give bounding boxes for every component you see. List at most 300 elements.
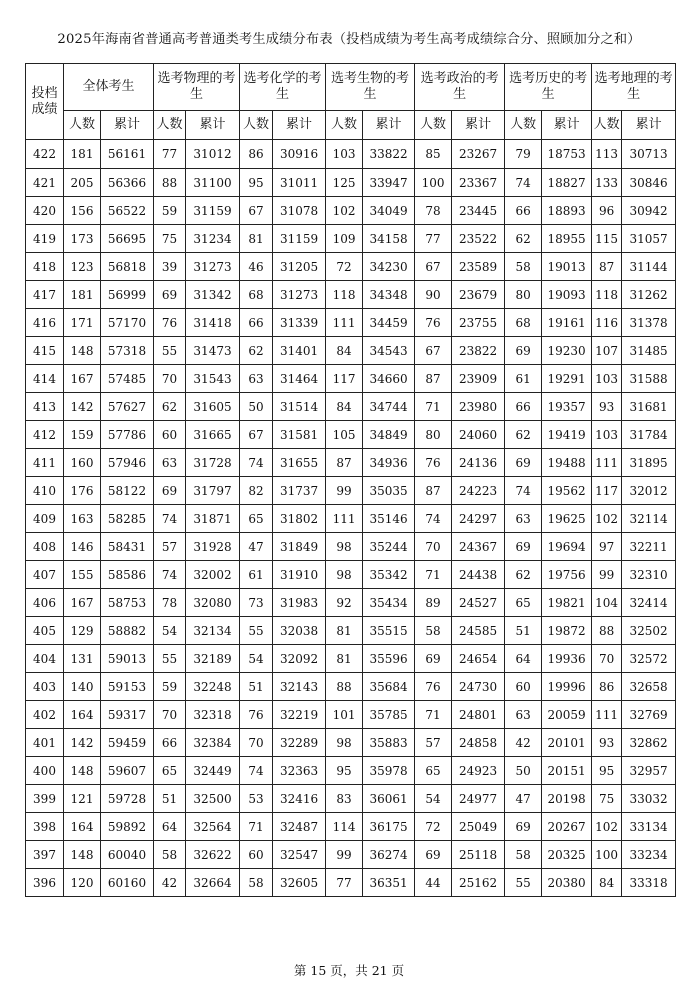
- group-header-biology: 选考生物的考生: [326, 64, 415, 111]
- subheader-cumulative: 累计: [363, 111, 415, 140]
- cumulative-cell: 32143: [273, 673, 326, 701]
- count-cell: 74: [505, 477, 542, 505]
- count-cell: 148: [64, 841, 101, 869]
- subheader-count: 人数: [415, 111, 452, 140]
- count-cell: 61: [505, 365, 542, 393]
- cumulative-cell: 19488: [542, 449, 592, 477]
- count-cell: 75: [154, 225, 186, 253]
- cumulative-cell: 24367: [452, 533, 505, 561]
- count-cell: 167: [64, 589, 101, 617]
- cumulative-cell: 24923: [452, 757, 505, 785]
- count-cell: 39: [154, 253, 186, 281]
- cumulative-cell: 31910: [273, 561, 326, 589]
- count-cell: 74: [240, 757, 273, 785]
- score-cell: 408: [26, 533, 64, 561]
- count-cell: 67: [240, 197, 273, 225]
- count-cell: 123: [64, 253, 101, 281]
- count-cell: 59: [154, 673, 186, 701]
- count-cell: 68: [240, 281, 273, 309]
- count-cell: 69: [415, 841, 452, 869]
- cumulative-cell: 24730: [452, 673, 505, 701]
- cumulative-cell: 19161: [542, 309, 592, 337]
- score-cell: 403: [26, 673, 64, 701]
- count-cell: 97: [592, 533, 622, 561]
- count-cell: 82: [240, 477, 273, 505]
- cumulative-cell: 24858: [452, 729, 505, 757]
- cumulative-cell: 31159: [186, 197, 240, 225]
- cumulative-cell: 33822: [363, 140, 415, 169]
- count-cell: 111: [326, 505, 363, 533]
- cumulative-cell: 31418: [186, 309, 240, 337]
- count-cell: 95: [326, 757, 363, 785]
- count-cell: 58: [505, 253, 542, 281]
- score-cell: 412: [26, 421, 64, 449]
- count-cell: 81: [326, 617, 363, 645]
- table-row: [26, 253, 676, 281]
- score-distribution-table: [25, 63, 676, 897]
- cumulative-cell: 32363: [273, 757, 326, 785]
- count-cell: 156: [64, 197, 101, 225]
- count-cell: 63: [505, 701, 542, 729]
- cumulative-cell: 59317: [101, 701, 154, 729]
- cumulative-cell: 32502: [622, 617, 676, 645]
- count-cell: 146: [64, 533, 101, 561]
- table-row: [26, 701, 676, 729]
- cumulative-cell: 32957: [622, 757, 676, 785]
- score-cell: 406: [26, 589, 64, 617]
- count-cell: 76: [415, 673, 452, 701]
- count-cell: 84: [326, 337, 363, 365]
- count-cell: 58: [505, 841, 542, 869]
- count-cell: 95: [592, 757, 622, 785]
- count-cell: 142: [64, 393, 101, 421]
- cumulative-cell: 23980: [452, 393, 505, 421]
- subheader-cumulative: 累计: [273, 111, 326, 140]
- count-cell: 62: [154, 393, 186, 421]
- group-header-history: 选考历史的考生: [505, 64, 592, 111]
- cumulative-cell: 59892: [101, 813, 154, 841]
- cumulative-cell: 59013: [101, 645, 154, 673]
- score-cell: 419: [26, 225, 64, 253]
- cumulative-cell: 33947: [363, 169, 415, 197]
- count-cell: 69: [505, 533, 542, 561]
- count-cell: 171: [64, 309, 101, 337]
- cumulative-cell: 20059: [542, 701, 592, 729]
- cumulative-cell: 32622: [186, 841, 240, 869]
- cumulative-cell: 31401: [273, 337, 326, 365]
- count-cell: 65: [415, 757, 452, 785]
- cumulative-cell: 57786: [101, 421, 154, 449]
- count-cell: 79: [505, 140, 542, 169]
- cumulative-cell: 30846: [622, 169, 676, 197]
- cumulative-cell: 31983: [273, 589, 326, 617]
- count-cell: 95: [240, 169, 273, 197]
- count-cell: 71: [415, 561, 452, 589]
- count-cell: 117: [592, 477, 622, 505]
- cumulative-cell: 32092: [273, 645, 326, 673]
- count-cell: 65: [154, 757, 186, 785]
- cumulative-cell: 58586: [101, 561, 154, 589]
- subheader-cumulative: 累计: [622, 111, 676, 140]
- cumulative-cell: 18753: [542, 140, 592, 169]
- cumulative-cell: 31728: [186, 449, 240, 477]
- cumulative-cell: 31078: [273, 197, 326, 225]
- count-cell: 66: [240, 309, 273, 337]
- cumulative-cell: 32211: [622, 533, 676, 561]
- cumulative-cell: 60160: [101, 869, 154, 897]
- score-cell: 418: [26, 253, 64, 281]
- cumulative-cell: 32416: [273, 785, 326, 813]
- cumulative-cell: 23267: [452, 140, 505, 169]
- count-cell: 116: [592, 309, 622, 337]
- count-cell: 109: [326, 225, 363, 253]
- cumulative-cell: 32564: [186, 813, 240, 841]
- cumulative-cell: 32384: [186, 729, 240, 757]
- count-cell: 111: [592, 701, 622, 729]
- count-cell: 67: [415, 253, 452, 281]
- cumulative-cell: 60040: [101, 841, 154, 869]
- count-cell: 96: [592, 197, 622, 225]
- count-cell: 47: [240, 533, 273, 561]
- cumulative-cell: 19230: [542, 337, 592, 365]
- cumulative-cell: 57946: [101, 449, 154, 477]
- score-cell: 396: [26, 869, 64, 897]
- count-cell: 85: [415, 140, 452, 169]
- cumulative-cell: 31588: [622, 365, 676, 393]
- count-cell: 78: [415, 197, 452, 225]
- subheader-cumulative: 累计: [452, 111, 505, 140]
- cumulative-cell: 32769: [622, 701, 676, 729]
- count-cell: 46: [240, 253, 273, 281]
- subheader-cumulative: 累计: [542, 111, 592, 140]
- cumulative-cell: 31928: [186, 533, 240, 561]
- cumulative-cell: 31605: [186, 393, 240, 421]
- count-cell: 54: [415, 785, 452, 813]
- score-cell: 400: [26, 757, 64, 785]
- cumulative-cell: 32487: [273, 813, 326, 841]
- count-cell: 70: [154, 365, 186, 393]
- count-cell: 63: [240, 365, 273, 393]
- count-cell: 65: [240, 505, 273, 533]
- group-header-all: 全体考生: [64, 64, 154, 111]
- cumulative-cell: 36175: [363, 813, 415, 841]
- count-cell: 93: [592, 393, 622, 421]
- score-cell: 417: [26, 281, 64, 309]
- count-cell: 55: [505, 869, 542, 897]
- page-footer: 第 15 页，共 21 页: [293, 963, 405, 978]
- cumulative-cell: 31514: [273, 393, 326, 421]
- cumulative-cell: 58431: [101, 533, 154, 561]
- count-cell: 131: [64, 645, 101, 673]
- count-cell: 87: [326, 449, 363, 477]
- cumulative-cell: 32038: [273, 617, 326, 645]
- table-row: [26, 869, 676, 897]
- cumulative-cell: 35883: [363, 729, 415, 757]
- cumulative-cell: 19013: [542, 253, 592, 281]
- count-cell: 75: [592, 785, 622, 813]
- cumulative-cell: 59728: [101, 785, 154, 813]
- cumulative-cell: 19821: [542, 589, 592, 617]
- cumulative-cell: 31784: [622, 421, 676, 449]
- table-row: [26, 197, 676, 225]
- cumulative-cell: 19625: [542, 505, 592, 533]
- count-cell: 67: [415, 337, 452, 365]
- cumulative-cell: 31144: [622, 253, 676, 281]
- count-cell: 77: [154, 140, 186, 169]
- cumulative-cell: 24136: [452, 449, 505, 477]
- count-cell: 57: [154, 533, 186, 561]
- cumulative-cell: 34936: [363, 449, 415, 477]
- cumulative-cell: 32414: [622, 589, 676, 617]
- count-cell: 42: [505, 729, 542, 757]
- score-cell: 407: [26, 561, 64, 589]
- count-cell: 77: [326, 869, 363, 897]
- count-cell: 76: [415, 449, 452, 477]
- cumulative-cell: 33134: [622, 813, 676, 841]
- count-cell: 68: [505, 309, 542, 337]
- cumulative-cell: 31849: [273, 533, 326, 561]
- cumulative-cell: 31802: [273, 505, 326, 533]
- count-cell: 50: [240, 393, 273, 421]
- score-cell: 401: [26, 729, 64, 757]
- count-cell: 72: [326, 253, 363, 281]
- cumulative-cell: 20101: [542, 729, 592, 757]
- cumulative-cell: 24297: [452, 505, 505, 533]
- cumulative-cell: 19291: [542, 365, 592, 393]
- count-cell: 73: [240, 589, 273, 617]
- cumulative-cell: 31871: [186, 505, 240, 533]
- cumulative-cell: 58882: [101, 617, 154, 645]
- cumulative-cell: 30713: [622, 140, 676, 169]
- count-cell: 67: [240, 421, 273, 449]
- cumulative-cell: 23522: [452, 225, 505, 253]
- count-cell: 92: [326, 589, 363, 617]
- count-cell: 117: [326, 365, 363, 393]
- count-cell: 125: [326, 169, 363, 197]
- count-cell: 99: [326, 841, 363, 869]
- count-cell: 55: [240, 617, 273, 645]
- cumulative-cell: 34459: [363, 309, 415, 337]
- count-cell: 176: [64, 477, 101, 505]
- cumulative-cell: 25118: [452, 841, 505, 869]
- cumulative-cell: 32862: [622, 729, 676, 757]
- score-cell: 409: [26, 505, 64, 533]
- count-cell: 74: [154, 561, 186, 589]
- cumulative-cell: 23822: [452, 337, 505, 365]
- score-cell: 414: [26, 365, 64, 393]
- cumulative-cell: 25049: [452, 813, 505, 841]
- count-cell: 60: [154, 421, 186, 449]
- cumulative-cell: 35035: [363, 477, 415, 505]
- count-cell: 111: [326, 309, 363, 337]
- cumulative-cell: 35978: [363, 757, 415, 785]
- score-cell: 415: [26, 337, 64, 365]
- cumulative-cell: 32605: [273, 869, 326, 897]
- group-header-politics: 选考政治的考生: [415, 64, 505, 111]
- count-cell: 102: [326, 197, 363, 225]
- cumulative-cell: 36351: [363, 869, 415, 897]
- table-row: [26, 393, 676, 421]
- table-row: [26, 673, 676, 701]
- count-cell: 102: [592, 813, 622, 841]
- cumulative-cell: 31665: [186, 421, 240, 449]
- count-cell: 159: [64, 421, 101, 449]
- count-cell: 69: [154, 477, 186, 505]
- cumulative-cell: 34660: [363, 365, 415, 393]
- count-cell: 70: [415, 533, 452, 561]
- table-row: [26, 757, 676, 785]
- count-cell: 90: [415, 281, 452, 309]
- count-cell: 70: [240, 729, 273, 757]
- count-cell: 205: [64, 169, 101, 197]
- count-cell: 148: [64, 757, 101, 785]
- cumulative-cell: 35342: [363, 561, 415, 589]
- count-cell: 62: [240, 337, 273, 365]
- cumulative-cell: 32547: [273, 841, 326, 869]
- count-cell: 58: [240, 869, 273, 897]
- table-body: [26, 140, 676, 897]
- table-row: [26, 169, 676, 197]
- count-cell: 103: [326, 140, 363, 169]
- cumulative-cell: 57627: [101, 393, 154, 421]
- cumulative-cell: 23679: [452, 281, 505, 309]
- table-row: [26, 505, 676, 533]
- count-cell: 140: [64, 673, 101, 701]
- count-cell: 113: [592, 140, 622, 169]
- count-cell: 54: [154, 617, 186, 645]
- cumulative-cell: 36061: [363, 785, 415, 813]
- cumulative-cell: 35785: [363, 701, 415, 729]
- count-cell: 84: [326, 393, 363, 421]
- count-cell: 86: [592, 673, 622, 701]
- cumulative-cell: 31797: [186, 477, 240, 505]
- cumulative-cell: 32318: [186, 701, 240, 729]
- count-cell: 69: [154, 281, 186, 309]
- cumulative-cell: 32189: [186, 645, 240, 673]
- cumulative-cell: 33234: [622, 841, 676, 869]
- count-cell: 100: [415, 169, 452, 197]
- count-cell: 76: [415, 309, 452, 337]
- count-cell: 88: [592, 617, 622, 645]
- count-cell: 63: [154, 449, 186, 477]
- count-cell: 111: [592, 449, 622, 477]
- count-cell: 107: [592, 337, 622, 365]
- subheader-count: 人数: [505, 111, 542, 140]
- count-cell: 66: [505, 393, 542, 421]
- cumulative-cell: 32310: [622, 561, 676, 589]
- count-cell: 142: [64, 729, 101, 757]
- count-cell: 71: [415, 393, 452, 421]
- cumulative-cell: 35146: [363, 505, 415, 533]
- count-cell: 58: [415, 617, 452, 645]
- count-cell: 69: [415, 645, 452, 673]
- cumulative-cell: 34543: [363, 337, 415, 365]
- cumulative-cell: 58122: [101, 477, 154, 505]
- table-row: [26, 645, 676, 673]
- cumulative-cell: 30916: [273, 140, 326, 169]
- cumulative-cell: 33318: [622, 869, 676, 897]
- count-cell: 63: [505, 505, 542, 533]
- table-row: [26, 841, 676, 869]
- count-cell: 100: [592, 841, 622, 869]
- count-cell: 99: [592, 561, 622, 589]
- cumulative-cell: 57170: [101, 309, 154, 337]
- cumulative-cell: 34348: [363, 281, 415, 309]
- cumulative-cell: 32449: [186, 757, 240, 785]
- count-cell: 58: [154, 841, 186, 869]
- count-cell: 118: [592, 281, 622, 309]
- count-cell: 47: [505, 785, 542, 813]
- count-cell: 71: [415, 701, 452, 729]
- count-cell: 98: [326, 561, 363, 589]
- subheader-cumulative: 累计: [101, 111, 154, 140]
- subheader-count: 人数: [240, 111, 273, 140]
- count-cell: 62: [505, 421, 542, 449]
- count-cell: 70: [154, 701, 186, 729]
- count-cell: 51: [505, 617, 542, 645]
- cumulative-cell: 24654: [452, 645, 505, 673]
- cumulative-cell: 59153: [101, 673, 154, 701]
- score-cell: 399: [26, 785, 64, 813]
- score-column-header: 投档成绩: [26, 64, 64, 140]
- count-cell: 70: [592, 645, 622, 673]
- count-cell: 164: [64, 701, 101, 729]
- subheader-cumulative: 累计: [186, 111, 240, 140]
- count-cell: 64: [505, 645, 542, 673]
- count-cell: 86: [240, 140, 273, 169]
- cumulative-cell: 20151: [542, 757, 592, 785]
- count-cell: 80: [415, 421, 452, 449]
- count-cell: 160: [64, 449, 101, 477]
- cumulative-cell: 56366: [101, 169, 154, 197]
- cumulative-cell: 20198: [542, 785, 592, 813]
- score-cell: 397: [26, 841, 64, 869]
- table-row: [26, 337, 676, 365]
- cumulative-cell: 31057: [622, 225, 676, 253]
- count-cell: 64: [154, 813, 186, 841]
- count-cell: 102: [592, 505, 622, 533]
- cumulative-cell: 30942: [622, 197, 676, 225]
- count-cell: 115: [592, 225, 622, 253]
- cumulative-cell: 31273: [186, 253, 240, 281]
- count-cell: 103: [592, 421, 622, 449]
- cumulative-cell: 18955: [542, 225, 592, 253]
- cumulative-cell: 19357: [542, 393, 592, 421]
- cumulative-cell: 19562: [542, 477, 592, 505]
- group-header-geography: 选考地理的考生: [592, 64, 676, 111]
- cumulative-cell: 57485: [101, 365, 154, 393]
- cumulative-cell: 31342: [186, 281, 240, 309]
- count-cell: 118: [326, 281, 363, 309]
- cumulative-cell: 32134: [186, 617, 240, 645]
- count-cell: 121: [64, 785, 101, 813]
- subheader-count: 人数: [154, 111, 186, 140]
- cumulative-cell: 24527: [452, 589, 505, 617]
- count-cell: 163: [64, 505, 101, 533]
- count-cell: 98: [326, 729, 363, 757]
- count-cell: 88: [326, 673, 363, 701]
- count-cell: 103: [592, 365, 622, 393]
- cumulative-cell: 31681: [622, 393, 676, 421]
- table-row: [26, 729, 676, 757]
- cumulative-cell: 31262: [622, 281, 676, 309]
- table-row: [26, 589, 676, 617]
- table-row: [26, 785, 676, 813]
- cumulative-cell: 19872: [542, 617, 592, 645]
- subheader-count: 人数: [64, 111, 101, 140]
- cumulative-cell: 35596: [363, 645, 415, 673]
- count-cell: 74: [240, 449, 273, 477]
